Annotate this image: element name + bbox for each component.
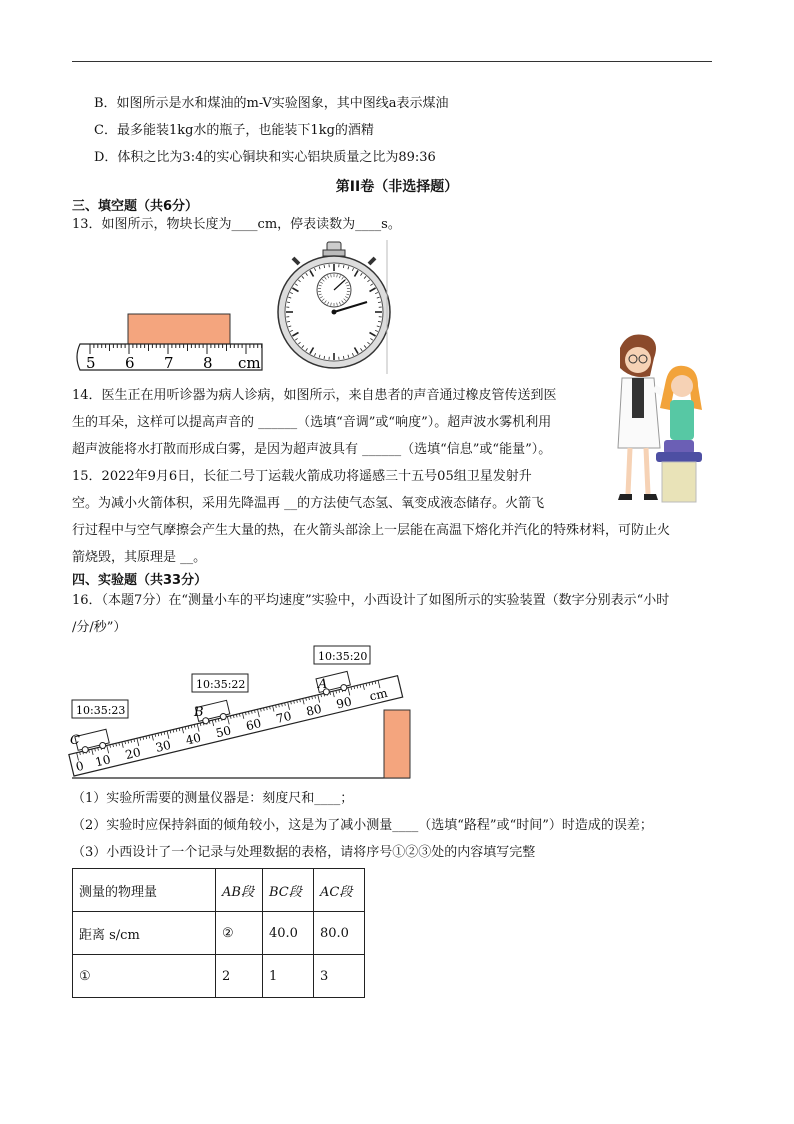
scale-90: 90	[334, 694, 354, 712]
q16-sub2: （2）实验时应保持斜面的倾角较小，这是为了减小测量____（选填“路程”或“时间”）时造成的误差；	[72, 818, 653, 833]
q14-line3: 超声波能将水打散而形成白雾，是因为超声波具有 ______（选填“信息”或“能量”）。	[72, 442, 552, 457]
q15-line3: 行过程中与空气摩擦会产生大量的热，在火箭头部涂上一层能在高温下熔化并汽化的特殊材料，可防止火	[72, 523, 671, 538]
section4-heading: 四、实验题（共33分）	[72, 573, 208, 588]
ruler-figure	[72, 310, 272, 374]
q14-line2: 生的耳朵，这样可以提高声音的 ______（选填“音调”或“响度”）。超声波水雾机利用	[72, 415, 552, 430]
scale-10: 10	[93, 752, 112, 770]
data-table	[72, 868, 365, 998]
ramp-figure	[68, 642, 414, 782]
part2-title: 第II卷（非选择题）	[335, 179, 459, 195]
q16-line1: 16．（本题7分）在“测量小车的平均速度”实验中，小西设计了如图所示的实验装置（数字分别表示“小时	[72, 593, 670, 608]
row1-ab: ②	[216, 912, 263, 955]
scale-0: 0	[74, 758, 86, 775]
row1-bc: 40.0	[263, 912, 314, 955]
question-13: 13．如图所示，物块长度为____cm，停表读数为____s。	[72, 217, 401, 232]
header-ac: AC段	[314, 869, 365, 912]
scale-60: 60	[244, 716, 263, 734]
row1-ac: 80.0	[314, 912, 365, 955]
support-block	[384, 710, 410, 778]
q15-line2: 空。为减小火箭体积，采用先降温再 __的方法使气态氢、氧变成液态储存。火箭飞	[72, 496, 545, 511]
q15-line4: 箭烧毁，其原理是 __。	[72, 550, 207, 565]
row2-label: ①	[73, 955, 216, 998]
header-rule	[72, 61, 712, 62]
q16-line2: /分/秒”）	[72, 620, 127, 635]
ruler-label-cm: cm	[238, 354, 261, 372]
scale-80: 80	[304, 701, 323, 719]
stopwatch-icon	[275, 240, 393, 374]
label-a: A	[318, 677, 328, 692]
header-quantity: 测量的物理量	[73, 869, 216, 912]
table-row	[73, 955, 365, 998]
label-c: C	[70, 733, 80, 748]
time-b: 10:35:22	[196, 678, 246, 691]
option-c: C．最多能装1kg水的瓶子，也能装下1kg的酒精	[94, 123, 374, 138]
row2-ab: 2	[216, 955, 263, 998]
row1-label: 距离 s/cm	[73, 912, 216, 955]
measured-block	[128, 314, 230, 344]
scale-cm: cm	[368, 685, 389, 704]
doctor-patient-illustration	[598, 328, 710, 504]
row2-ac: 3	[314, 955, 365, 998]
ruler-label-7: 7	[164, 354, 174, 372]
header-ab: AB段	[216, 869, 263, 912]
q16-sub3: （3）小西设计了一个记录与处理数据的表格，请将序号①②③处的内容填写完整	[72, 845, 536, 860]
section3-heading: 三、填空题（共6分）	[72, 199, 199, 214]
header-bc: BC段	[263, 869, 314, 912]
scale-70: 70	[274, 708, 293, 727]
scale-20: 20	[123, 745, 143, 763]
ruler-label-5: 5	[86, 354, 96, 372]
ruler-label-8: 8	[203, 354, 213, 372]
table-header-row	[73, 869, 365, 912]
label-b: B	[194, 705, 204, 720]
scale-50: 50	[214, 723, 233, 741]
scale-30: 30	[154, 737, 173, 755]
table-row	[73, 912, 365, 955]
q15-line1: 15．2022年9月6日，长征二号丁运载火箭成功将遥感三十五号05组卫星发射升	[72, 469, 532, 484]
q14-line1: 14．医生正在用听诊器为病人诊病，如图所示，来自患者的声音通过橡皮管传送到医	[72, 388, 557, 403]
ruler-label-6: 6	[125, 354, 135, 372]
row2-bc: 1	[263, 955, 314, 998]
scale-40: 40	[184, 730, 203, 748]
time-c: 10:35:23	[76, 704, 126, 717]
option-d: D．体积之比为3:4的实心铜块和实心铝块质量之比为89:36	[94, 150, 436, 165]
option-b: B．如图所示是水和煤油的m-V实验图象，其中图线a表示煤油	[94, 96, 449, 111]
q16-sub1: （1）实验所需要的测量仪器是：刻度尺和____；	[72, 791, 354, 806]
time-a: 10:35:20	[318, 650, 368, 663]
